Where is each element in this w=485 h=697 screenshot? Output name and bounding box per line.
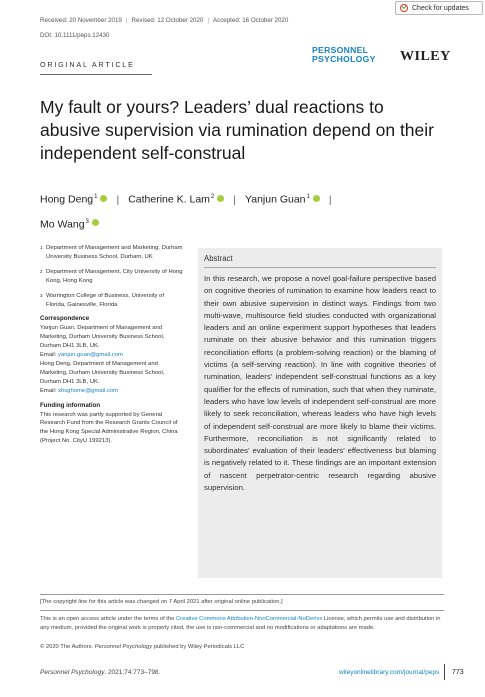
affiliation bbox=[40, 292, 184, 310]
correspondence-entry: Yanjun Guan, Department of Management and Marketing, Durham University Business School, Durham DH1 3LB, UK. bbox=[40, 325, 165, 350]
check-for-updates-button[interactable] bbox=[395, 1, 483, 15]
check-for-updates-label: Check for updates bbox=[412, 4, 469, 12]
article-title: My fault or yours? Leaders’ dual reactions to abusive supervision via rumination depend on their independent self-construal bbox=[40, 97, 434, 163]
footer-journal-name: Personnel Psychology bbox=[40, 669, 105, 676]
author-name[interactable]: Yanjun Guan bbox=[245, 193, 306, 206]
funding-heading: Funding information bbox=[40, 401, 101, 409]
footer-divider bbox=[444, 664, 445, 680]
author-name[interactable]: Mo Wang bbox=[40, 218, 85, 230]
copyright-journal: Personnel Psychology bbox=[94, 644, 153, 650]
affiliation bbox=[40, 244, 184, 262]
orcid-icon[interactable] bbox=[313, 195, 320, 202]
affiliation-number: 2 bbox=[40, 268, 43, 274]
author-affiliation-ref: 1 bbox=[94, 194, 98, 200]
abstract-heading: Abstract bbox=[204, 254, 436, 268]
orcid-icon[interactable] bbox=[100, 195, 107, 202]
footer-citation: . 2021;74:773–798. bbox=[104, 669, 161, 676]
correspondence-email bbox=[40, 387, 184, 396]
affiliation-text: Department of Management, City University of Hong Kong, Hong Kong bbox=[46, 268, 183, 284]
license-note bbox=[40, 615, 446, 633]
footnote-rule bbox=[40, 610, 444, 611]
article-info-sidebar bbox=[40, 244, 184, 446]
page-footer-citation bbox=[40, 669, 160, 676]
affiliation-number: 3 bbox=[40, 292, 43, 298]
copyright-change-note: [The copyright line for this article was changed on 7 April 2021 after original online publication.] bbox=[40, 599, 283, 605]
copyright-text: © 2020 The Authors. bbox=[40, 644, 95, 650]
correspondence-email bbox=[40, 351, 184, 360]
abstract-text: In this research, we propose a novel goal-failure perspective based on cognitive theories of rumination to examine how leaders react to their own abusive supervision in distinct ways. Findings from two multi-wave, multisource field studies conducted with organizational leaders and an online experiment support hypotheses that leaders ruminate on their abusive behavior and this rumination triggers reconciliation efforts (a problem-solving reaction) or the blaming of victims (a self-serving reaction). In line with cognitive theories of rumination, leaders’ independent self-construal functions as a key qualifier for the effects of rumination, such that when they ruminate, leaders who have low levels of independent self-construal are more likely to seek reconciliation, whereas leaders who have high levels of independent self-construal are more likely to blame their victims. Furthermore, reconciliation is not significantly related to subordinates’ evaluation of their leaders’ effectiveness but blaming is negatively related to it. These findings are an important extension of nascent perpetrator-centric research regarding abusive supervision. bbox=[204, 274, 436, 493]
publisher-logo[interactable]: WILEY bbox=[400, 49, 451, 64]
accepted-date: Accepted: 16 October 2020 bbox=[212, 17, 289, 24]
received-date: Received: 20 November 2019 bbox=[40, 17, 122, 24]
email-link[interactable]: xhsghome@gmail.com bbox=[58, 387, 119, 394]
copyright-line bbox=[40, 644, 244, 650]
abstract-box bbox=[198, 248, 442, 578]
author-name[interactable]: Catherine K. Lam bbox=[128, 193, 210, 206]
article-dates: Received: 20 November 2019 | Revised: 12 October 2020 | Accepted: 16 October 2020 bbox=[40, 17, 289, 24]
footnote-rule bbox=[40, 594, 444, 595]
correspondence-heading: Correspondence bbox=[40, 315, 90, 323]
article-type-rule bbox=[40, 74, 152, 75]
author-affiliation-ref: 3 bbox=[85, 218, 89, 225]
correspondence-entry: Hong Deng, Department of Management and Marketing, Durham University Business School, Durham DH1 3LB, UK. bbox=[40, 360, 165, 385]
affiliation-text: Warrington College of Business, University of Florida, Gainesville, Florida bbox=[46, 292, 164, 308]
revised-date: Revised: 12 October 2020 bbox=[131, 17, 204, 24]
author-affiliation-ref: 2 bbox=[210, 194, 215, 200]
funding-text: This research was partly supported by General Research Fund from the Research Grants Council of the Hong Kong Special Administrative Region, China (Project No. CityU 199213). bbox=[40, 411, 178, 445]
license-link[interactable]: Creative Commons Attribution-NonCommercial-NoDerivs bbox=[175, 616, 323, 622]
author-name[interactable]: Hong Deng bbox=[40, 193, 94, 206]
license-text: License, which permits use and distribution in any medium, provided the original work is properly cited, the use is non-commercial and no modifications or adaptations are made. bbox=[40, 616, 441, 631]
email-label: Email: bbox=[40, 387, 57, 394]
copyright-text: published by Wiley Periodicals LLC bbox=[152, 644, 245, 650]
author-affiliation-ref: 1 bbox=[306, 194, 310, 200]
affiliation bbox=[40, 268, 184, 286]
page-number: 773 bbox=[452, 669, 464, 676]
journal-logo-line1: PERSONNEL bbox=[312, 45, 369, 55]
journal-url-link[interactable]: wileyonlinelibrary.com/journal/peps bbox=[339, 669, 440, 676]
affiliation-number: 1 bbox=[40, 245, 43, 250]
affiliation-text: Department of Management and Marketing, Durham University Business School, Durham, UK bbox=[46, 245, 183, 260]
journal-logo-line2: PSYCHOLOGY bbox=[312, 54, 376, 64]
doi: DOI: 10.1111/peps.12430 bbox=[40, 32, 110, 39]
crossmark-icon bbox=[400, 4, 408, 12]
email-link[interactable]: yanjun.guan@gmail.com bbox=[58, 352, 123, 359]
license-text: This is an open access article under the terms of the bbox=[40, 616, 176, 622]
journal-logo[interactable] bbox=[312, 46, 376, 64]
author-list: Hong Deng$^1$ | Catherine K. Lam$^2$ | Yanjun Guan$^1$ | Mo Wang$^3$ bbox=[40, 193, 332, 230]
article-type: ORIGINAL ARTICLE bbox=[40, 60, 135, 69]
orcid-icon[interactable] bbox=[217, 195, 224, 202]
orcid-icon[interactable] bbox=[92, 219, 99, 226]
email-label: Email: bbox=[40, 352, 57, 359]
